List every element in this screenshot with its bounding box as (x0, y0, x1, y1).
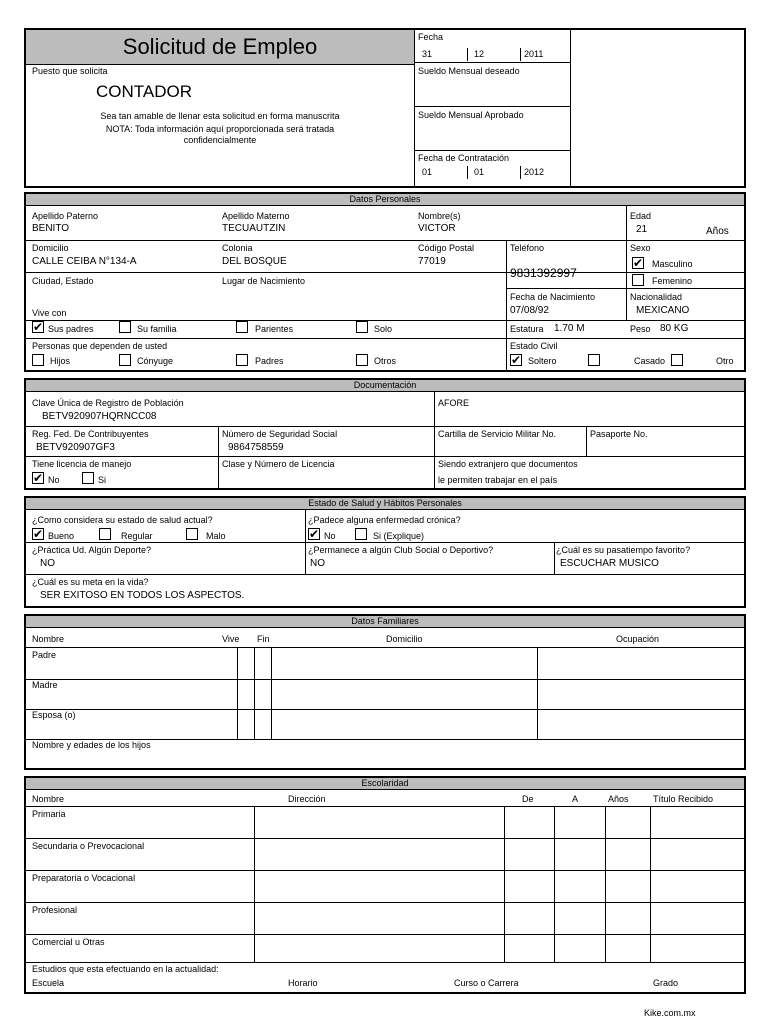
contratacion-year[interactable]: 2012 (524, 167, 545, 177)
pasatiempo-answer[interactable]: ESCUCHAR MUSICO (560, 558, 659, 569)
nss-value[interactable]: 9864758559 (228, 442, 284, 453)
nombres-label: Nombre(s) (418, 211, 461, 221)
fecha-label: Fecha (418, 32, 444, 42)
malo-label: Malo (206, 531, 226, 541)
note-line-2: confidencialmente (183, 135, 257, 145)
puesto-label: Puesto que solicita (32, 66, 108, 76)
cronica-no-label: No (324, 531, 336, 541)
documentacion-title: Documentación (26, 380, 744, 392)
telefono-label: Teléfono (510, 243, 545, 253)
sus-padres-checkbox[interactable]: ✔ (33, 320, 44, 334)
colonia-value[interactable]: DEL BOSQUE (222, 256, 287, 267)
col-line (305, 509, 306, 574)
fecha-month[interactable]: 12 (474, 49, 485, 59)
grado-label: Grado (653, 978, 679, 988)
cp-value[interactable]: 77019 (418, 256, 446, 267)
curp-value[interactable]: BETV920907HQRNCC08 (42, 411, 157, 422)
masculino-label: Masculino (652, 259, 693, 269)
apellido-materno-value[interactable]: TECUAUTZIN (222, 223, 286, 234)
estado-civil-label: Estado Civil (510, 341, 558, 351)
fam-row-madre: Madre (32, 680, 58, 690)
note-line-1: NOTA: Toda información aquí proporcionada será tratada (105, 124, 335, 134)
instruction-text: Sea tan amable de llenar esta solicitud en forma manuscrita (100, 111, 340, 121)
col-line (586, 426, 587, 456)
contratacion-sep-1 (467, 166, 468, 179)
curp-label: Clave Única de Registro de Población (32, 398, 184, 408)
page-title: Solicitud de Empleo (122, 34, 318, 59)
contratacion-day[interactable]: 01 (422, 167, 433, 177)
col-line (650, 806, 651, 962)
col-line (554, 806, 555, 962)
licencia-si-checkbox[interactable] (82, 472, 94, 484)
esc-row-secundaria: Secundaria o Prevocacional (32, 841, 145, 851)
row-line (26, 542, 744, 543)
fam-col-fin: Fin (257, 634, 270, 644)
esc-col-titulo: Título Recibido (653, 794, 714, 804)
colonia-label: Colonia (222, 243, 253, 253)
col-line (504, 806, 505, 962)
escolaridad-section (24, 776, 746, 994)
row-line (26, 456, 744, 457)
peso-label: Peso (630, 324, 651, 334)
contratacion-sep-2 (520, 166, 521, 179)
soltero-label: Soltero (528, 356, 557, 366)
header-divider-1 (414, 30, 415, 186)
esc-col-direccion: Dirección (288, 794, 326, 804)
licencia-label: Tiene licencia de manejo (32, 459, 132, 469)
bueno-checkbox[interactable]: ✔ (33, 527, 44, 541)
fecha-nac-label: Fecha de Nacimiento (510, 292, 596, 302)
row-line (26, 806, 744, 807)
su-familia-label: Su familia (137, 324, 177, 334)
fam-row-esposa: Esposa (o) (32, 710, 76, 720)
col-line (271, 647, 272, 739)
solo-label: Solo (374, 324, 393, 334)
deporte-answer[interactable]: NO (40, 558, 55, 569)
sueldo-aprobado-line (414, 150, 570, 151)
meta-question: ¿Cuál es su meta en la vida? (32, 577, 149, 587)
casado-checkbox[interactable] (588, 354, 600, 366)
otro-label: Otro (716, 356, 734, 366)
col-line (537, 647, 538, 739)
cartilla-label: Cartilla de Servicio Militar No. (438, 429, 557, 439)
esc-row-profesional: Profesional (32, 905, 78, 915)
estado-salud-question: ¿Como considera su estado de salud actual? (32, 515, 213, 525)
casado-label: Casado (634, 356, 666, 366)
row-line (26, 240, 744, 241)
vive-con-label: Vive con (32, 308, 67, 318)
clase-licencia-label: Clase y Número de Licencia (222, 459, 335, 469)
row-line (26, 272, 744, 273)
sueldo-deseado-line (414, 106, 570, 107)
fam-col-ocupacion: Ocupación (616, 634, 660, 644)
col-line (254, 806, 255, 962)
esc-col-nombre: Nombre (32, 794, 65, 804)
ciudad-label: Ciudad, Estado (32, 276, 94, 286)
edad-label: Edad (630, 211, 652, 221)
extranjero-line-1: Siendo extranjero que documentos (438, 459, 578, 469)
femenino-label: Femenino (652, 276, 693, 286)
conyuge-label: Cónyuge (137, 356, 174, 366)
row-line (26, 902, 744, 903)
estudios-actuales-label: Estudios que esta efectuando en la actualidad: (32, 964, 219, 974)
col-line (434, 391, 435, 488)
cronica-no-checkbox[interactable]: ✔ (309, 527, 320, 541)
esc-row-preparatoria: Preparatoria o Vocacional (32, 873, 136, 883)
su-familia-checkbox[interactable] (119, 321, 131, 333)
fam-row-padre: Padre (32, 650, 57, 660)
pasaporte-label: Pasaporte No. (590, 429, 648, 439)
hijos-label: Hijos (50, 356, 71, 366)
peso-value[interactable]: 80 KG (660, 323, 689, 334)
row-line (26, 338, 744, 339)
row-line (26, 934, 744, 935)
estatura-value[interactable]: 1.70 M (554, 323, 585, 334)
col-line (218, 426, 219, 488)
fecha-day[interactable]: 31 (422, 49, 433, 59)
club-question: ¿Permanece a algún Club Social o Deportivo? (308, 545, 494, 555)
row-line (26, 962, 744, 963)
padres-label: Padres (255, 356, 284, 366)
curso-label: Curso o Carrera (454, 978, 519, 988)
cp-label: Código Postal (418, 243, 475, 253)
padres-checkbox[interactable] (236, 354, 248, 366)
anos-label: Años (706, 226, 729, 237)
otro-checkbox[interactable] (671, 354, 683, 366)
regular-checkbox[interactable] (99, 528, 111, 540)
licencia-si-label: Si (98, 475, 107, 485)
nacionalidad-value[interactable]: MEXICANO (636, 305, 690, 316)
personales-title: Datos Personales (26, 194, 744, 206)
bueno-label: Bueno (48, 531, 75, 541)
salud-section (24, 496, 746, 608)
nss-label: Número de Seguridad Social (222, 429, 338, 439)
sueldo-aprobado-label: Sueldo Mensual Aprobado (418, 110, 524, 120)
soltero-checkbox[interactable]: ✔ (511, 353, 522, 367)
esc-col-de: De (522, 794, 534, 804)
femenino-checkbox[interactable] (632, 274, 644, 286)
puesto-value[interactable]: CONTADOR (96, 82, 193, 101)
escolaridad-title: Escolaridad (26, 778, 744, 790)
fecha-sep-1 (467, 48, 468, 61)
salud-title: Estado de Salud y Hábitos Personales (26, 498, 744, 510)
apellido-paterno-value[interactable]: BENITO (32, 223, 70, 234)
col-line (626, 240, 627, 320)
row-line (26, 709, 744, 710)
licencia-no-label: No (48, 475, 60, 485)
row-line (26, 320, 506, 321)
parientes-label: Parientes (255, 324, 294, 334)
cronica-si-checkbox[interactable] (355, 528, 367, 540)
col-line (605, 806, 606, 962)
nacionalidad-label: Nacionalidad (630, 292, 683, 302)
sexo-label: Sexo (630, 243, 651, 253)
nombres-value[interactable]: VICTOR (418, 223, 456, 234)
fam-col-nombre: Nombre (32, 634, 65, 644)
regular-label: Regular (121, 531, 153, 541)
licencia-no-checkbox[interactable]: ✔ (33, 471, 44, 485)
row-line (26, 838, 744, 839)
row-line (506, 320, 744, 321)
fam-col-vive: Vive (222, 634, 240, 644)
contratacion-month[interactable]: 01 (474, 167, 485, 177)
header-divider-2 (570, 30, 571, 186)
sueldo-deseado-label: Sueldo Mensual deseado (418, 66, 520, 76)
cronica-si-label: Si (Explique) (373, 531, 425, 541)
contratacion-label: Fecha de Contratación (418, 153, 510, 163)
footer-site[interactable]: Kike.com.mx (644, 1008, 696, 1018)
lugar-nac-label: Lugar de Nacimiento (222, 276, 306, 286)
otros-label: Otros (374, 356, 397, 366)
masculino-checkbox[interactable]: ✔ (633, 256, 644, 270)
estatura-label: Estatura (510, 324, 544, 334)
fecha-nac-value[interactable]: 07/08/92 (510, 305, 549, 316)
apellido-materno-label: Apellido Materno (222, 211, 290, 221)
malo-checkbox[interactable] (186, 528, 198, 540)
documentacion-section (24, 378, 746, 490)
edad-value[interactable]: 21 (636, 224, 648, 235)
telefono-value[interactable]: 9831392997 (510, 266, 577, 280)
row-line (506, 288, 744, 289)
extranjero-line-2: le permiten trabajar en el país (438, 475, 558, 485)
deporte-question: ¿Práctica Ud. Algún Deporte? (32, 545, 152, 555)
row-line (26, 647, 744, 648)
otros-checkbox[interactable] (356, 354, 368, 366)
header-frame (24, 28, 746, 188)
col-line (554, 542, 555, 574)
esc-col-anos: Años (608, 794, 629, 804)
domicilio-label: Domicilio (32, 243, 69, 253)
esc-row-primaria: Primaria (32, 809, 66, 819)
club-answer[interactable]: NO (310, 558, 325, 569)
row-line (26, 574, 744, 575)
esc-row-comercial: Comercial u Otras (32, 937, 105, 947)
rfc-value[interactable]: BETV920907GF3 (36, 442, 115, 453)
pasatiempo-question: ¿Cuál es su pasatiempo favorito? (556, 545, 691, 555)
fecha-sep-2 (520, 48, 521, 61)
cronica-question: ¿Padece alguna enfermedad crónica? (308, 515, 461, 525)
row-line (26, 426, 744, 427)
dependen-label: Personas que dependen de usted (32, 341, 168, 351)
horario-label: Horario (288, 978, 318, 988)
fecha-line (414, 62, 570, 63)
personales-section (24, 192, 746, 372)
afore-label: AFORE (438, 398, 470, 408)
domicilio-value[interactable]: CALLE CEIBA N°134-A (32, 256, 137, 267)
familiares-title: Datos Familiares (26, 616, 744, 628)
familiares-section (24, 614, 746, 770)
meta-answer[interactable]: SER EXITOSO EN TODOS LOS ASPECTOS. (40, 590, 245, 601)
solo-checkbox[interactable] (356, 321, 368, 333)
col-line (237, 647, 238, 739)
col-line (254, 647, 255, 739)
fam-hijos-label: Nombre y edades de los hijos (32, 740, 151, 750)
parientes-checkbox[interactable] (236, 321, 248, 333)
escuela-label: Escuela (32, 978, 65, 988)
row-line (26, 679, 744, 680)
hijos-checkbox[interactable] (32, 354, 44, 366)
col-line (506, 338, 507, 370)
conyuge-checkbox[interactable] (119, 354, 131, 366)
esc-col-a: A (572, 794, 579, 804)
apellido-paterno-label: Apellido Paterno (32, 211, 99, 221)
row-line (26, 870, 744, 871)
sus-padres-label: Sus padres (48, 324, 94, 334)
rfc-label: Reg. Fed. De Contribuyentes (32, 429, 149, 439)
fecha-year[interactable]: 2011 (524, 49, 544, 59)
fam-col-domicilio: Domicilio (386, 634, 423, 644)
col-line (506, 240, 507, 338)
col-line (626, 205, 627, 240)
